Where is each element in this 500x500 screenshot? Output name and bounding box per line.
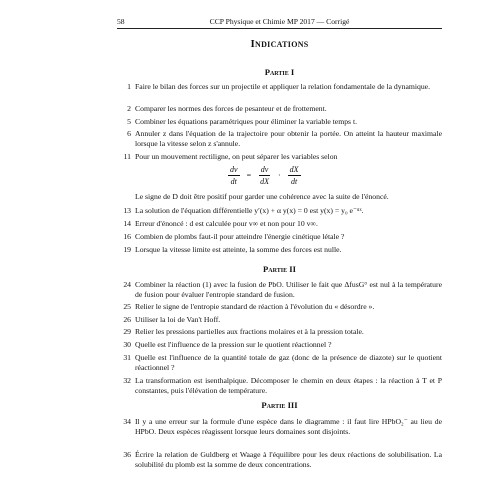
list-item [113, 206, 442, 216]
item-number: 36 [123, 450, 131, 459]
fraction-numerator: dv [230, 164, 238, 174]
equals-sign: = [246, 170, 252, 180]
item-number: 11 [123, 152, 131, 161]
part-title-1: Partie I [264, 67, 295, 77]
list-item [113, 117, 442, 127]
item-number: 16 [123, 232, 131, 241]
item-number: 19 [123, 245, 131, 254]
fraction-dX-dt [288, 165, 301, 186]
list-item [113, 376, 442, 396]
fraction-numerator: dv [260, 164, 269, 174]
item-text: La transformation est isenthalpique. Décomposer le chemin en deux étapes : la réaction à T et P constantes, puis l'élévation de température. [135, 376, 442, 396]
item-text: Quelle est l'influence de la quantité totale de gaz (donc de la présence de diazote) sur le quotient réactionnel ? [135, 353, 442, 373]
note-text: Le signe de D doit être positif pour garder une cohérence avec la suite de l'énoncé. [135, 192, 389, 201]
part-title-3: Partie III [261, 400, 298, 410]
fraction-numerator: dX [289, 164, 299, 174]
fraction-denominator: dX [260, 176, 269, 186]
item-text: Lorsque la vitesse limite est atteinte, la somme des forces est nulle. [135, 245, 342, 254]
list-item [113, 280, 442, 300]
fraction-dv-dX [258, 165, 271, 186]
list-item [113, 129, 442, 149]
item-number: 5 [127, 117, 131, 126]
part-title-2: Partie II [263, 264, 296, 274]
item-text: Combiner les équations paramétriques pour éliminer la variable temps t. [135, 117, 358, 126]
fraction-denominator: dt [290, 176, 298, 186]
item-text: Combien de plombs faut-il pour atteindre l'énergie cinétique létale ? [135, 232, 345, 241]
item-text: La solution de l'équation différentielle y′(x) + α y(x) = 0 est y(x) = y₀ e⁻ᵅˣ. [135, 206, 364, 215]
running-header [117, 15, 442, 27]
item-text: Faire le bilan des forces sur un projectile et appliquer la relation fondamentale de la dynamique. [135, 82, 431, 91]
item-text: Annuler z dans l'équation de la trajectoire pour obtenir la portée. On atteint la hauteur maximale lorsque la vitesse selon z s'annule. [135, 129, 442, 149]
item-number: 24 [123, 280, 131, 289]
item-number: 32 [123, 376, 131, 385]
header-rule [117, 28, 442, 29]
fraction-dv-dt [228, 165, 240, 186]
list-item [113, 232, 442, 242]
item-text: Relier le signe de l'entropie standard de réaction à l'évolution du « désordre ». [135, 302, 375, 311]
item-number: 26 [123, 315, 131, 324]
list-item [113, 340, 442, 350]
list-item [113, 219, 442, 229]
item-text: Il y a une erreur sur la formule d'une espèce dans le diagramme : il faut lire HPbO₂⁻ au lieu de HPbO. Deux espèces réagissent lorsque leurs domaines sont disjoints. [135, 417, 442, 437]
header-title: CCP Physique et Chimie MP 2017 — Corrigé [209, 16, 350, 26]
item-number: 14 [123, 219, 131, 228]
item-number: 30 [123, 340, 131, 349]
list-item [113, 152, 442, 162]
item-text: Écrire la relation de Guldberg et Waage à l'équilibre pour les deux réactions de solubilisation. La solubilité du plomb est la somme de deux concentrations. [135, 450, 442, 470]
list-item [113, 315, 442, 325]
multiply-dot: · [277, 170, 281, 180]
list-item [113, 245, 442, 255]
item-text: Comparer les normes des forces de pesanteur et de frottement. [135, 104, 327, 113]
page-number: 58 [117, 16, 125, 26]
item-text: Erreur d'énoncé : d est calculée pour v∞ et non pour 10 v∞. [135, 219, 318, 228]
item-text: Pour un mouvement rectiligne, on peut séparer les variables selon [135, 152, 338, 161]
list-item [113, 450, 442, 470]
page-title: Indications [250, 38, 309, 50]
list-item [113, 417, 442, 437]
list-item [113, 302, 442, 312]
separation-formula [225, 162, 304, 188]
item-text: Quelle est l'influence de la pression sur le quotient réactionnel ? [135, 340, 332, 349]
item-number: 25 [123, 302, 131, 311]
item-text: Combiner la réaction (1) avec la fusion de PbO. Utiliser le fait que ΔfusG° est nul à la température de fusion pour évaluer l'entropie standard de fusion. [135, 280, 442, 300]
fraction-denominator: dt [230, 176, 237, 186]
list-item [113, 82, 442, 92]
item-number: 31 [123, 353, 131, 362]
item-text: Relier les pressions partielles aux fractions molaires et à la pression totale. [135, 327, 364, 336]
item-number: 2 [127, 104, 131, 113]
item-number: 13 [123, 206, 131, 215]
item-text: Utiliser la loi de Van't Hoff. [135, 315, 221, 324]
item-number: 6 [127, 129, 131, 138]
item-number: 1 [127, 82, 131, 91]
item-number: 29 [123, 327, 131, 336]
item-number: 34 [123, 417, 131, 426]
list-item [113, 104, 442, 114]
list-item [113, 327, 442, 337]
list-item [113, 353, 442, 373]
